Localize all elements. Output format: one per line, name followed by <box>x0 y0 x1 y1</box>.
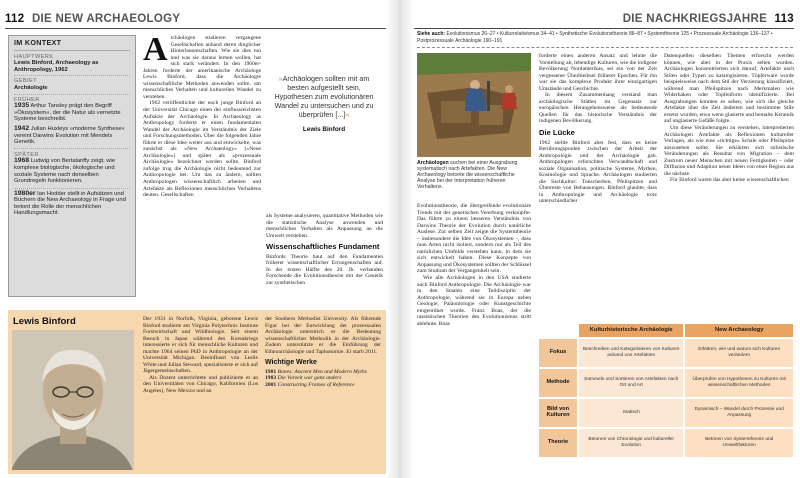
comparison-table <box>537 322 795 459</box>
after-label: SPÄTER <box>14 151 39 158</box>
book-spine <box>386 0 414 478</box>
see-also-text: Evolutionismus 26–27 • Kulturrelativismus 34–41 • Synthetische Evolutionstheorie 86–87 • Systemtheorie 125 • Prozessuale Archäologie 136–137 • Postprozessuale Archäologie 190–191 <box>417 31 773 44</box>
right-page-number: 113 <box>774 13 794 25</box>
row-label: Bild von Kulturen <box>539 399 577 427</box>
paragraph: Der 1931 in Norfolk, Virginia, geborene Lewis Binford studierte am Virginia Polytechnic Institute Forstwirtschaft und Wildbiologie. Seit einem Besuch in Japan während des Koreakriegs interessierte er sich für menschliche Kulturen und machte 1964 seinen PhD in Anthropologie an der Universität Michigan. Beeinflusst von Leslie White und Julian Steward, spezialisierte er sich auf Jägergemeinschaften. <box>143 316 258 375</box>
section-heading: Die Lücke <box>539 128 575 138</box>
table-cell: Betonen von Systemtheorie und Umweltfaktoren <box>685 429 793 457</box>
paragraph: Wie alle Archäologen in den USA studierte auch Binford Anthropologie. Die Archäologie war in den Staaten eine Teildisziplin der Anthropologie, während sie in Europa neben Geologie, Paläontologie oder Kunstgeschichte eingeordnet wurde. Franz Boas, der die rassistischen Theorien des Evolutionismus stritt ablehnte. Boas <box>417 275 531 327</box>
table-row <box>539 429 793 457</box>
paragraph: 1962 veröffentlichte der noch junge Binford an der Universität Chicago einen der einflussreichsten Aufsätze der Archäologie. In Archaeology as Anthropology forderte er einen fundamentalen Wandel der Archäologie im Verständnis der Ziele und Forschungsmethoden. Über die folgenden Jahre führte er diese Idee weiter aus und entwickelte, was zunächst als »New Archaeology« (»Neue Archäologie«) und später als »prozessuale Archäologie« bezeichnet werden sollte. Binford zufolge trug die Archäologie nicht bedeutend zur Anthropologie bei. Um das zu ändern, sollten Anthropologen wissenschaftlich arbeiten und Artefakte als Reflexionen menschlichen Verhaltens deuten. Gesellschaften <box>143 100 261 199</box>
paragraph: Evolutionstheorie, die übergreifende evolutionäre Trends mit der genetischen Vererbung verknüpfte. Das führte zu einem besseren Verständnis von Darwins Theorie der Evolution durch natürliche Auslese. Zur selben Zeit zeigte die Systemtheorie – insbesondere die Idee von Ökosystemen –, dass man Arten nicht isoliert, sondern nur als Teil des natürlichen Umfelds verstehen kann, in dem sie sich entwickelt haben. Diese Konzepte von Anpassung und Ökosystemen sollten der Schlüssel zum Studium der Vergangenheit sein. <box>417 203 531 275</box>
biography-column-1 <box>143 316 258 472</box>
context-title: IM KONTEXT <box>14 40 130 51</box>
paragraph: als Systeme analysieren, quantitative Methoden wie die statistische Analyse anwenden und menschliches Verhalten als Anpassung an die Umwelt verstehen. <box>266 213 383 239</box>
row-label: Methode <box>539 369 577 397</box>
paragraph: Binfords Theorie baut auf den Fundamenten früherer wissenschaftlicher Errungenschaften auf. In der ersten Hälfte des 20. Jh. verbanden Forschende die Evolutionstheorie mit der Genetik zur synthetischen <box>266 253 383 286</box>
paragraph: rchäologen studieren vergangene Gesellschaften anhand deren dinglicher Hinterlassenschaften. Wie sie dies tun und was sie daraus lernen wollen, hat sich stark verändert. In den 1960er-Jahren forderte der amerikanische Archäologe Lewis Binford, dass die Archäologie wissenschaftliche Methoden anwenden sollte, um menschliches Verhalten und kulturellen Wandel zu verstehen. <box>143 35 261 100</box>
main-work-value: Lewis Binford, Archaeology as Anthropology, 1962 <box>14 60 130 76</box>
context-entry: 1980er Ian Hodder stellt in Aufsätzen und Büchern die New Archaeology in Frage und betont die Rolle der menschlichen Handlungsmacht. <box>14 188 130 217</box>
row-label: Fokus <box>539 339 577 367</box>
work-item: 2001 Constructing Frames of Reference <box>265 381 355 388</box>
table-row <box>539 369 793 397</box>
left-page-title: DIE NEW ARCHAEOLOGY <box>31 13 181 25</box>
right-page-title: DIE NACHKRIEGSJAHRE <box>622 13 768 25</box>
table-cell: Sammeln und Sortieren von Artefakten nach Ort und Art <box>579 369 683 397</box>
table-header-row <box>539 324 793 337</box>
work-item: 1983 Die Vorzeit war ganz anders <box>265 375 342 382</box>
table-cell: Dynamisch – Wandel durch Prozesse und Anpassung <box>685 399 793 427</box>
see-also <box>417 31 793 44</box>
paragraph: Für Binford waren das aber keine wissenschaftlichen <box>670 177 789 184</box>
body-column-artifacts <box>664 53 794 311</box>
paragraph: 1962 stellte Binford aber fest, dass es keine Berührungspunkte zwischen der Arbeit der Anthropologie und der Archäologie gab. Anthropologen erforschten Verwandtschaft und soziale Organisation, politische Systeme, Mythen, Kosmologie und Sprache. Archäologen studierten die Sachkultur: Tonscherben, Pfeilspitzen und Überreste von Behausungen. Binford glaubte, dass in Anthropologie und Archäologie trotz unterschiedlicher <box>539 139 657 205</box>
table-cell: Erklären, wie und warum sich Kulturen verändern <box>685 339 793 367</box>
right-header-rule <box>414 28 794 29</box>
table-row <box>539 339 793 367</box>
table-corner <box>539 324 577 337</box>
row-label: Theorie <box>539 429 577 457</box>
quote-author: Lewis Binford <box>302 126 346 133</box>
pull-quote <box>268 74 380 134</box>
paragraph: forderte einen anderen Ansatz und lehnte die Vorstellung ab, lebendige Kulturen, wie die indigene Bevölkerung Nordamerikas, sei ein von der Zeit vergessener Überbleibsel früherer Epochen. Für ihn war sie das komplexe Produkt ihrer einzigartigen Umstände und Geschichte. <box>539 53 657 92</box>
paragraph: Um diese Veränderungen zu verstehen, interpretierten Archäologen Artefakte als Reflexionen kultureller Vorlagen, als wie eine »richtige« Schale oder Pfeilspitze auszusehen sollte. Sie erklärten sich stilistische Veränderungen als Resultat von Migration – dem Zustrom neuer Menschen mit neuen Fertigkeiten – oder Diffusion und Adaption neuer Ideen von einer Region aus die nächste. <box>664 125 794 177</box>
table-cell: Beschreiben und Kategorisieren von Kulturen anhand von Artefakten <box>579 339 683 367</box>
table-header: New Archaeology <box>685 324 793 337</box>
table-cell: Betonen von Chronologie und kultureller Evolution <box>579 429 683 457</box>
table-row <box>539 399 793 427</box>
body-column-intro <box>143 35 261 305</box>
work-item: 1981 Bones: Ancient Men and Modern Myths <box>265 368 367 375</box>
section-heading: Wissenschaftliches Fundament <box>266 242 380 252</box>
excavation-photo <box>417 53 531 157</box>
paragraph: In diesem Zusammenhang verstand man archäologische Stätten im Gegensatz zur europäischen Herangehensweise als bedeutende Quellen für das historische Verständnis der indigenen Bevölkerung. <box>539 92 657 125</box>
comparison-table-wrap <box>537 322 795 459</box>
field-label: GEBIET <box>14 78 37 85</box>
paragraph: Als Dozent unterrichtete und publizierte er an den Universitäten von Chicago, Kalifornien (Los Angeles), New Mexico und an <box>143 374 258 395</box>
see-also-divider <box>417 47 793 48</box>
quote-open-mark: » <box>278 74 283 83</box>
right-page-header <box>623 13 794 25</box>
before-label: FRÜHER <box>14 96 40 103</box>
biography-portrait <box>12 330 134 470</box>
context-box <box>8 35 136 297</box>
quote-close-mark: « <box>345 110 350 119</box>
table-cell: Überprüfen von Hypothesen zu Kulturen mit wissenschaftlichen Methoden <box>685 369 793 397</box>
table-cell: Statisch <box>579 399 683 427</box>
biography-column-2 <box>265 316 381 472</box>
see-also-label: Siehe auch: <box>417 31 446 37</box>
field-value: Archäologie <box>14 85 130 95</box>
table-header: Kulturhistorische Archäologie <box>579 324 683 337</box>
body-column-gap <box>539 53 657 311</box>
paragraph: der Southern Methodist University. Als führende Figur bei der Entwicklung der prozessualen Archäologie unterstrich er die Bedeutung wissenschaftlicher Methodik in der Archäologie. Zudem unterstützte er die Einführung der Ethnoarchäologie und Taphonomie. Er starb 2011. <box>265 316 381 355</box>
works-heading: Wichtige Werke <box>265 359 317 367</box>
context-entry: 1968 Ludwig von Bertalanffy zeigt, wie komplexe biologische, ökologische und soziale Systeme nach denselben Grundregeln funktionieren. <box>14 157 116 185</box>
main-work-label: HAUPTWERK <box>14 53 54 60</box>
paragraph: Datenquellen dieselben Themen erforscht werden können, wie aber in der Praxis selten wurden. Archäologen konzentrierten sich darauf, Artefakte nach Stilen oder Typen zu katalogisieren. Töpferware wurde beispielsweise nach dem Stil der Verzierung klassifiziert, während man Pfeilspitzen nach Merkmalen wie Widerhaken oder Topfenform identifizierte. Bei Ausgrabungen konnten es sehen, wie sich die gleiche Artefakte über die Zeit änderten und bestimmte Stile ersetzt wurden, etwa wenn glasierte und bemalte Keramik auf unglasierte Gefäße folgte. <box>664 53 794 125</box>
quote-text: Archäologen sollten mit am besten aufgestellt sein, Hypothesen zum evolutionären Wandel zu untersuchen und zu überprüfen [...] <box>274 74 374 119</box>
context-entry: 1942 Julian Huxleys »moderne Synthese« vereint Darwins Evolution mit Mendels Genetik. <box>14 126 130 149</box>
biography-title: Lewis Binford <box>13 316 76 327</box>
left-page-header <box>5 13 180 25</box>
photo-caption: Archäologen suchen bei einer Ausgrabung systematisch nach Artefakten. Die New Archaeology betonte die wissenschaftliche Analyse bei der Interpretation früheren Verhaltens. <box>417 160 518 191</box>
drop-cap: A <box>143 35 168 68</box>
body-column-foundation <box>266 213 383 303</box>
left-header-rule <box>5 28 386 29</box>
excavation-image <box>417 53 531 157</box>
context-entry: 1935 Arthur Tansley prägt den Begriff »Ökosystem«, der die Natur als vernetzte Systeme beschreibt. <box>14 102 121 123</box>
portrait-photo <box>12 330 134 470</box>
left-page-number: 112 <box>5 13 25 25</box>
body-column-evolution <box>417 203 531 474</box>
